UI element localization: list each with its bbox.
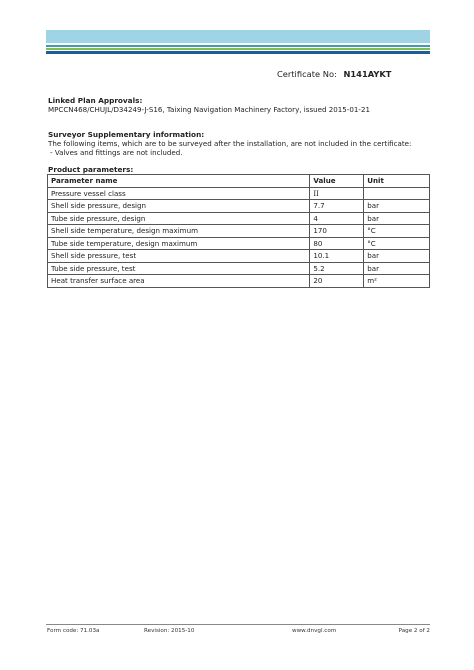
linked-plan-heading: Linked Plan Approvals: (48, 96, 143, 105)
surveyor-text-line1: The following items, which are to be surveyed after the installation, are not included in the certificate: (48, 139, 412, 148)
value-cell: 20 (310, 275, 364, 288)
parameter-cell: Tube side temperature, design maximum (48, 237, 310, 250)
header-band-blue (46, 51, 430, 54)
unit-cell: °C (364, 225, 430, 238)
parameter-cell: Pressure vessel class (48, 187, 310, 200)
parameter-cell: Shell side temperature, design maximum (48, 225, 310, 238)
footer-website: www.dnvgl.com (292, 628, 337, 634)
unit-cell: bar (364, 212, 430, 225)
footer-revision: Revision: 2015-10 (144, 628, 195, 634)
product-parameters-heading: Product parameters: (48, 165, 134, 174)
table-row (48, 225, 430, 238)
certificate-number: N141AYKT (343, 69, 392, 79)
footer-form-code: Form code: 71.03a (47, 628, 100, 634)
header-band-light (46, 30, 430, 43)
header-band-teal (46, 45, 430, 47)
table-row (48, 200, 430, 213)
footer-divider (46, 624, 430, 625)
value-cell: II (310, 187, 364, 200)
unit-cell: bar (364, 250, 430, 263)
parameter-cell: Heat transfer surface area (48, 275, 310, 288)
surveyor-text-line2: - Valves and fittings are not included. (50, 148, 183, 157)
column-header-value: Value (310, 175, 364, 188)
table-row (48, 187, 430, 200)
certificate-label: Certificate No: (277, 69, 337, 79)
parameter-cell: Tube side pressure, test (48, 262, 310, 275)
value-cell: 10.1 (310, 250, 364, 263)
parameter-cell: Shell side pressure, design (48, 200, 310, 213)
value-cell: 80 (310, 237, 364, 250)
parameter-cell: Shell side pressure, test (48, 250, 310, 263)
unit-cell: bar (364, 200, 430, 213)
value-cell: 4 (310, 212, 364, 225)
surveyor-heading: Surveyor Supplementary information: (48, 130, 205, 139)
product-parameters-table (47, 174, 430, 288)
linked-plan-section (48, 96, 428, 114)
unit-cell: °C (364, 237, 430, 250)
table-row (48, 250, 430, 263)
footer-page-number: Page 2 of 2 (398, 628, 430, 634)
table-row (48, 237, 430, 250)
linked-plan-text: MPCCN468/CHUJL/D34249-J-S16, Taixing Navigation Machinery Factory, issued 2015-01-21 (48, 105, 370, 114)
value-cell: 5.2 (310, 262, 364, 275)
parameter-cell: Tube side pressure, design (48, 212, 310, 225)
column-header-unit: Unit (364, 175, 430, 188)
surveyor-section (48, 130, 428, 157)
unit-cell: bar (364, 262, 430, 275)
product-parameters-section (48, 165, 428, 174)
value-cell: 170 (310, 225, 364, 238)
table-header-row (48, 175, 430, 188)
table-row (48, 275, 430, 288)
unit-cell: m² (364, 275, 430, 288)
unit-cell (364, 187, 430, 200)
header-band-green (46, 48, 430, 50)
value-cell: 7.7 (310, 200, 364, 213)
certificate-number-line (277, 69, 391, 79)
table-row (48, 262, 430, 275)
column-header-parameter: Parameter name (48, 175, 310, 188)
table-row (48, 212, 430, 225)
